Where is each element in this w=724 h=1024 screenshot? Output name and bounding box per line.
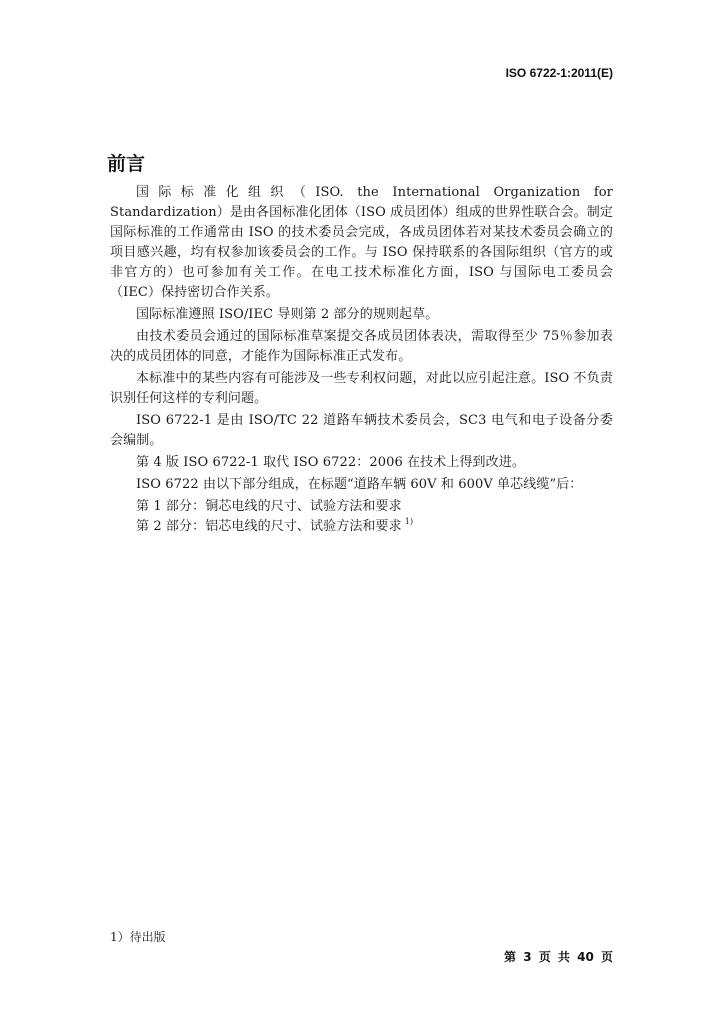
paragraph-parts-intro: ISO 6722 由以下部分组成，在标题“道路车辆 60V 和 600V 单芯线缆”后： — [136, 477, 583, 492]
foreword-body — [110, 183, 613, 537]
list-item-part-2 — [110, 517, 613, 537]
paragraph-edition: 第 4 版 ISO 6722-1 取代 ISO 6722：2006 在技术上得到改进。 — [136, 455, 525, 470]
paragraph-voting: 由技术委员会通过的国际标准草案提交各成员团体表决，需取得至少 75％参加表决的成员团体的同意，才能作为国际标准正式发布。 — [110, 329, 613, 364]
footnote: 1）待出版 — [110, 930, 166, 944]
list-item-part-1 — [110, 497, 613, 517]
footnote-reference[interactable]: 1) — [404, 517, 414, 526]
page-number: 第 3 页 共 40 页 — [504, 950, 613, 964]
paragraph-iso-intro: 国际标准化组织（ISO. the International Organization for Standardization）是由各国标准化团体（ISO 成员团体）组成的世界性联合会。制定国际标准的工作通常由 ISO 的技术委员会完成，各成员团体若对某技术委员会确立的项目感兴趣，均有权参加该委员会的工作。与 ISO 保持联系的各国际组织（官方的或非官方的）也可参加有关工作。在电工技术标准化方面，ISO 与国际电工委员会（IEC）保持密切合作关系。 — [110, 185, 613, 300]
part-1-text: 第 1 部分：铜芯电线的尺寸、试验方法和要求 — [136, 499, 402, 514]
paragraph-committee: ISO 6722-1 是由 ISO/TC 22 道路车辆技术委员会，SC3 电气和电子设备分委会编制。 — [110, 413, 613, 448]
paragraph-drafting-rules: 国际标准遵照 ISO/IEC 导则第 2 部分的规则起草。 — [136, 307, 439, 322]
document-id: ISO 6722-1:2011(E) — [505, 66, 613, 80]
part-2-text: 第 2 部分：铝芯电线的尺寸、试验方法和要求 — [136, 519, 402, 534]
paragraph-patents: 本标准中的某些内容有可能涉及一些专利权问题，对此以应引起注意。ISO 不负责识别任何这样的专利问题。 — [110, 371, 613, 406]
page-title: 前言 — [107, 153, 146, 175]
